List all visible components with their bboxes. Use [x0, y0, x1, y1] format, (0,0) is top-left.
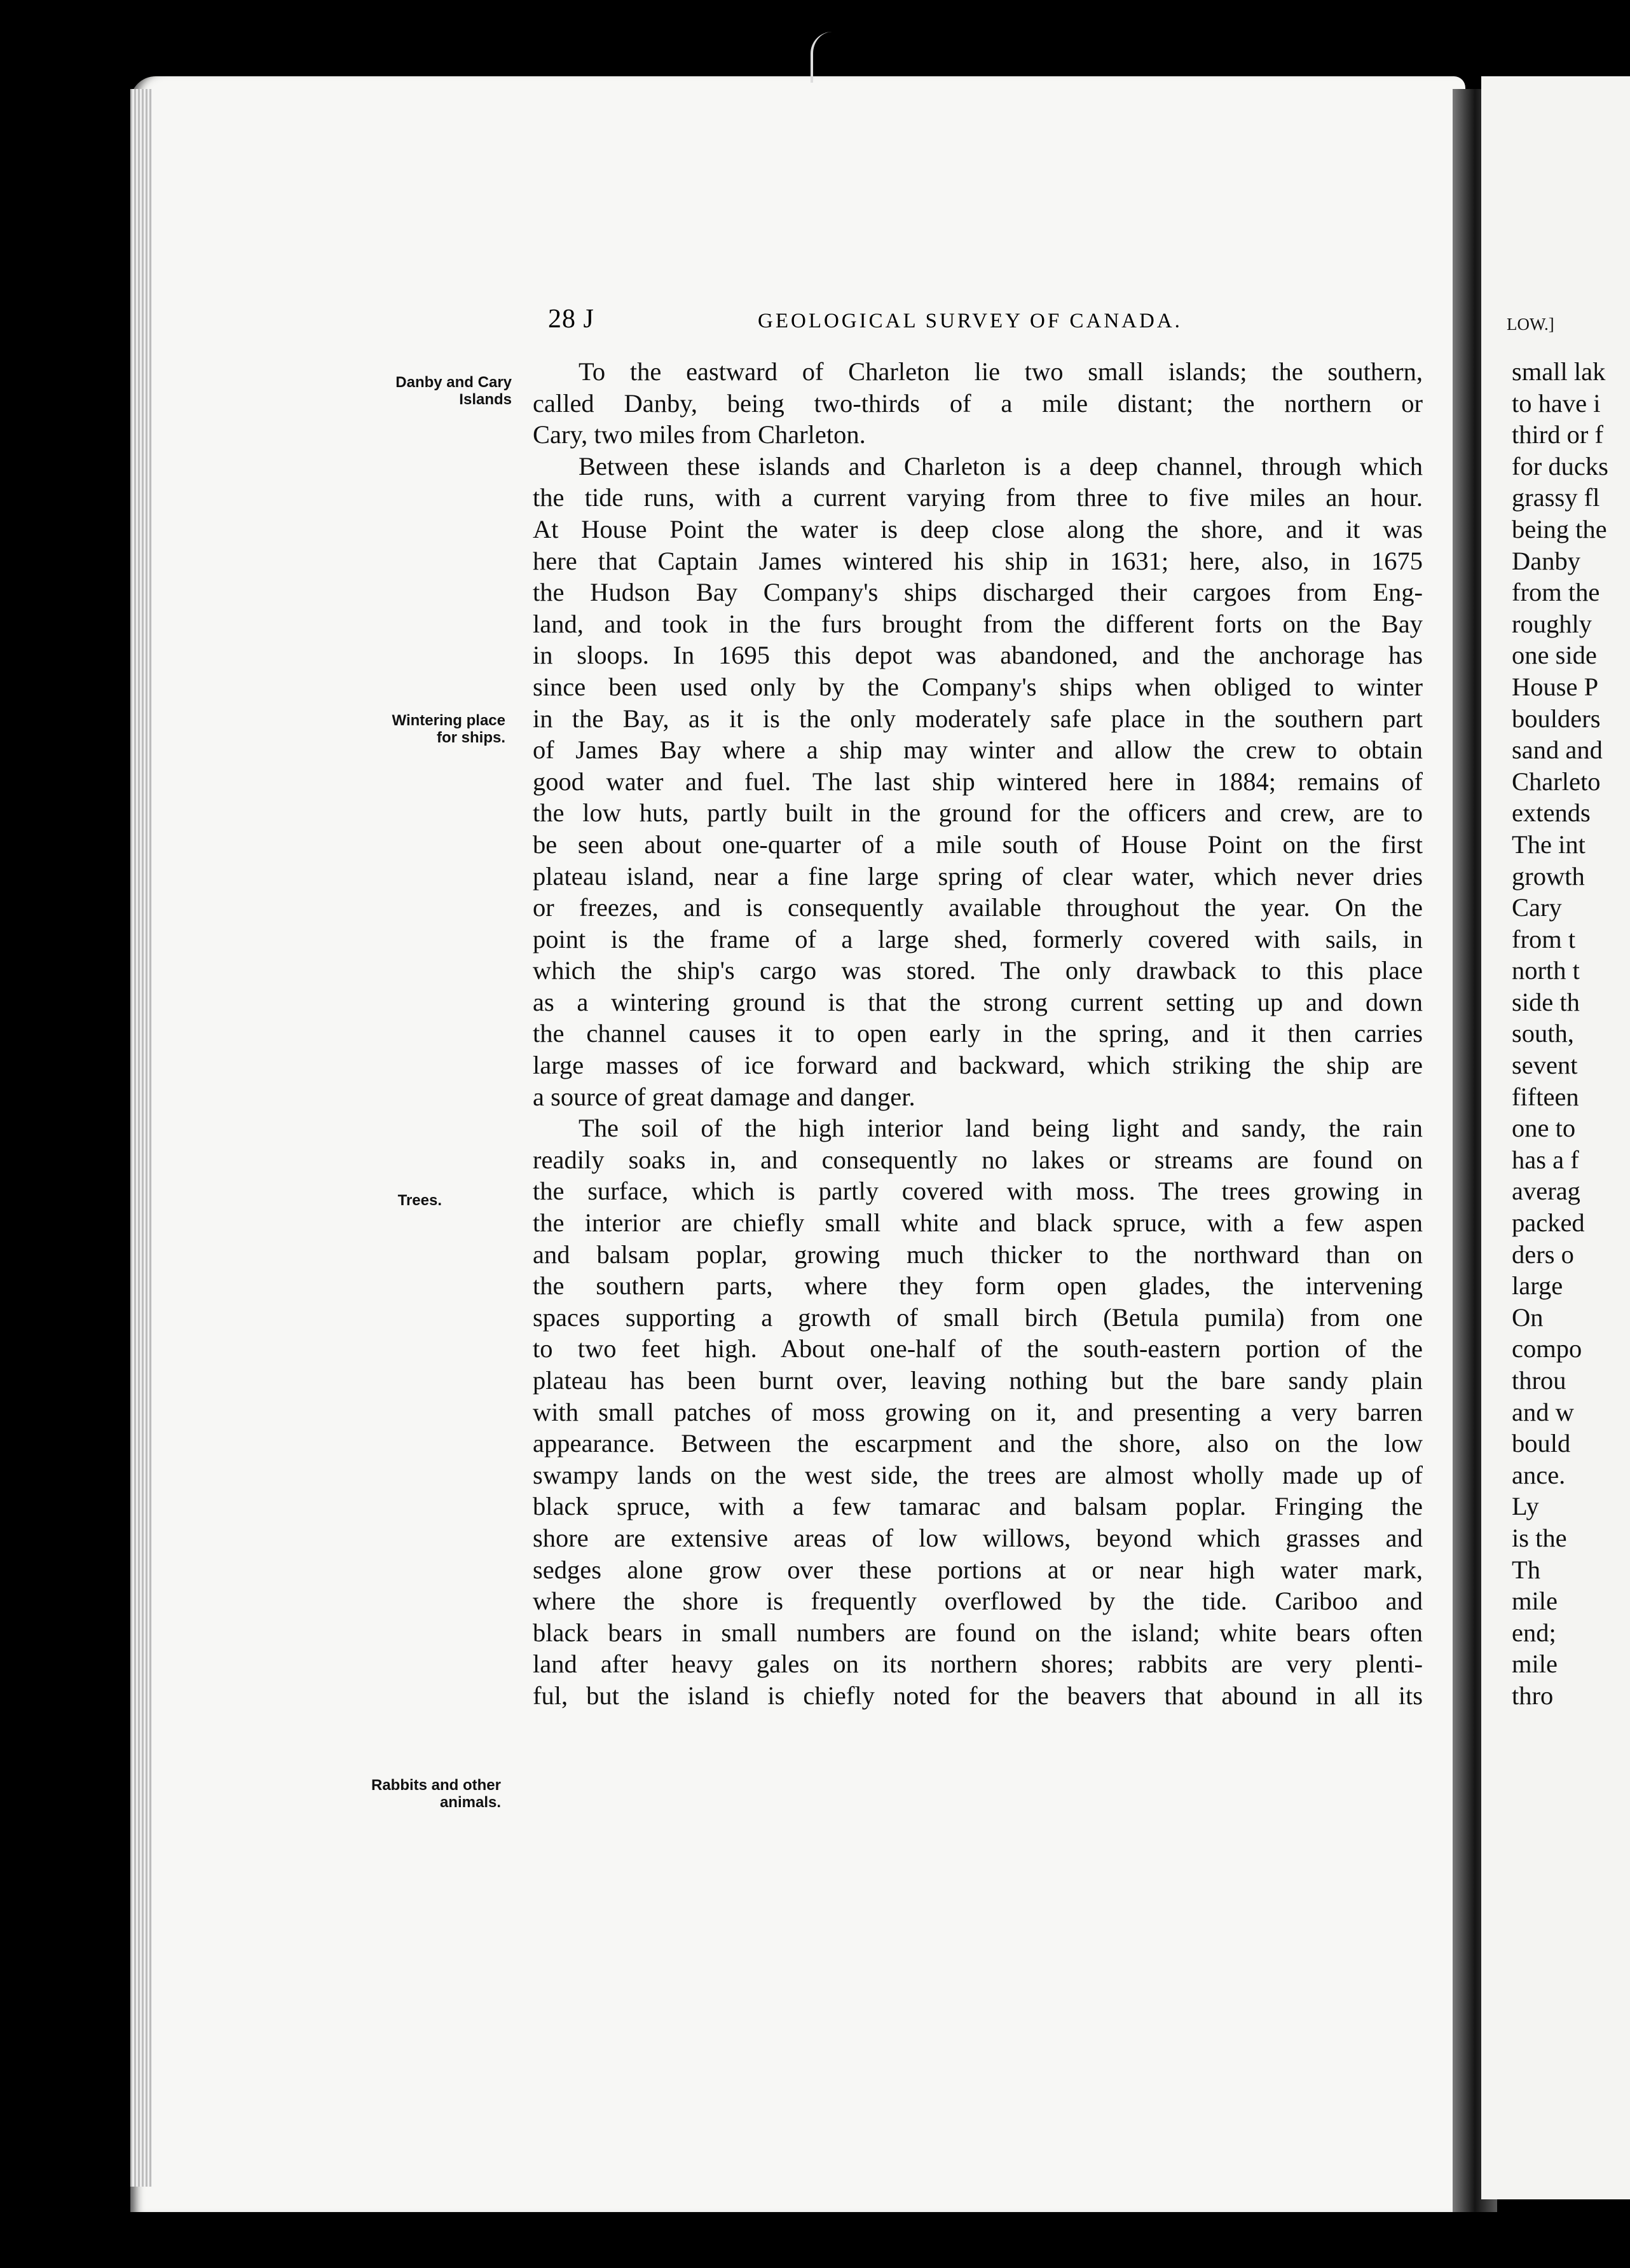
right-text-line: mile	[1512, 1587, 1558, 1616]
right-text-line: packed	[1512, 1208, 1585, 1238]
text-line: black bears in small numbers are found on the island; white bears often	[533, 1618, 1423, 1647]
side-note-trees: Trees.	[397, 1192, 442, 1209]
text-line: to two feet high. About one-half of the south-eastern portion of the	[533, 1334, 1423, 1363]
text-line: with small patches of moss growing on it, and presenting a very barren	[533, 1397, 1423, 1426]
right-text-line: south,	[1512, 1019, 1574, 1048]
text-line: the Hudson Bay Company's ships discharged their cargoes from Eng-	[533, 578, 1423, 607]
text-line: land after heavy gales on its northern shores; rabbits are very plenti-	[533, 1650, 1423, 1679]
page-edge-stack	[130, 89, 152, 2187]
page-folio: 28 J	[548, 304, 594, 334]
right-text-line: end;	[1512, 1618, 1556, 1647]
text-line: Cary, two miles from Charleton.	[533, 420, 866, 449]
scan-mark	[811, 32, 832, 83]
body-text	[533, 356, 1423, 1712]
text-line: and balsam poplar, growing much thicker to the northward than on	[533, 1240, 1423, 1269]
right-text-line: for ducks	[1512, 451, 1608, 481]
text-line: large masses of ice forward and backward, which striking the ship are	[533, 1051, 1423, 1080]
text-line: since been used only by the Company's ships when obliged to winter	[533, 672, 1423, 701]
side-note-danby-cary: Danby and Cary Islands	[395, 374, 512, 408]
text-line: black spruce, with a few tamarac and balsam poplar. Fringing the	[533, 1492, 1423, 1521]
right-running-head: LOW.]	[1507, 315, 1554, 334]
right-text-line: Danby	[1512, 546, 1580, 575]
right-text-line: Th	[1512, 1555, 1540, 1584]
text-line: the interior are chiefly small white and black spruce, with a few aspen	[533, 1208, 1423, 1238]
right-text-line: boulders	[1512, 704, 1601, 733]
text-line: or freezes, and is consequently available throughout the year. On the	[533, 893, 1423, 922]
right-text-line: sand and	[1512, 735, 1603, 765]
text-line: ful, but the island is chiefly noted for the beavers that abound in all its	[533, 1681, 1423, 1710]
right-text-line: throu	[1512, 1366, 1566, 1395]
right-text-line: Ly	[1512, 1492, 1539, 1521]
text-line: the low huts, partly built in the ground for the officers and crew, are to	[533, 798, 1423, 828]
right-text-line: from the	[1512, 578, 1600, 607]
text-line: To the eastward of Charleton lie two small islands; the southern,	[579, 357, 1423, 386]
right-text-line: grassy fl	[1512, 483, 1600, 512]
text-line: of James Bay where a ship may winter and allow the crew to obtain	[533, 735, 1423, 765]
right-text-line: mile	[1512, 1650, 1558, 1679]
text-line: in the Bay, as it is the only moderately safe place in the southern part	[533, 704, 1423, 733]
text-line: a source of great damage and danger.	[533, 1082, 915, 1111]
text-line: point is the frame of a large shed, formerly covered with sails, in	[533, 924, 1423, 953]
right-text-line: one side	[1512, 641, 1597, 670]
right-text-line: compo	[1512, 1334, 1582, 1363]
right-text-line: ance.	[1512, 1460, 1566, 1489]
text-line: here that Captain James wintered his ship in 1631; here, also, in 1675	[533, 546, 1423, 575]
right-text-line: third or f	[1512, 420, 1603, 449]
text-line: plateau has been burnt over, leaving nothing but the bare sandy plain	[533, 1366, 1423, 1395]
right-text-line: On	[1512, 1302, 1544, 1332]
text-line: the channel causes it to open early in the spring, and it then carries	[533, 1019, 1423, 1048]
right-text-line: extends	[1512, 798, 1591, 828]
text-line: in sloops. In 1695 this depot was abandoned, and the anchorage has	[533, 641, 1423, 670]
right-text-line: is the	[1512, 1523, 1567, 1552]
right-text-line: growth	[1512, 861, 1585, 891]
text-line: which the ship's cargo was stored. The only drawback to this place	[533, 956, 1423, 985]
right-text-line: The int	[1512, 830, 1585, 859]
text-line: sedges alone grow over these portions at or near high water mark,	[533, 1555, 1423, 1584]
text-line: appearance. Between the escarpment and the shore, also on the low	[533, 1429, 1423, 1458]
right-text-line: being the	[1512, 514, 1607, 543]
right-text-line: large	[1512, 1271, 1563, 1301]
text-line: good water and fuel. The last ship wintered here in 1884; remains of	[533, 767, 1423, 796]
text-line: the surface, which is partly covered with moss. The trees growing in	[533, 1177, 1423, 1206]
right-text-line: north t	[1512, 956, 1580, 985]
side-note-wintering: Wintering place for ships.	[392, 712, 505, 746]
text-line: the southern parts, where they form open glades, the intervening	[533, 1271, 1423, 1301]
text-line: Between these islands and Charleton is a deep channel, through which	[579, 451, 1423, 481]
running-head-title: GEOLOGICAL SURVEY OF CANADA.	[758, 310, 1182, 332]
text-line: plateau island, near a fine large spring of clear water, which never dries	[533, 861, 1423, 891]
text-line: the tide runs, with a current varying from three to five miles an hour.	[533, 483, 1423, 512]
right-text-line: ders o	[1512, 1240, 1574, 1269]
right-text-line: roughly	[1512, 609, 1592, 638]
right-page-text	[1512, 356, 1630, 1712]
right-text-line: small lak	[1512, 357, 1606, 386]
text-line: shore are extensive areas of low willows, beyond which grasses and	[533, 1523, 1423, 1552]
running-head	[548, 304, 1285, 334]
text-line: The soil of the high interior land being light and sandy, the rain	[579, 1114, 1423, 1143]
text-line: where the shore is frequently overflowed by the tide. Cariboo and	[533, 1587, 1423, 1616]
right-text-line: bould	[1512, 1429, 1571, 1458]
right-text-line: Cary	[1512, 893, 1562, 922]
right-text-line: thro	[1512, 1681, 1554, 1710]
text-line: swampy lands on the west side, the trees are almost wholly made up of	[533, 1460, 1423, 1489]
text-line: At House Point the water is deep close along the shore, and it was	[533, 514, 1423, 543]
right-text-line: sevent	[1512, 1051, 1578, 1080]
right-text-line: to have i	[1512, 388, 1601, 418]
text-line: land, and took in the furs brought from the different forts on the Bay	[533, 609, 1423, 638]
right-text-line: side th	[1512, 987, 1580, 1016]
right-text-line: averag	[1512, 1177, 1580, 1206]
right-text-line: from t	[1512, 924, 1576, 953]
right-text-line: has a f	[1512, 1145, 1579, 1174]
text-line: as a wintering ground is that the strong current setting up and down	[533, 987, 1423, 1016]
text-line: readily soaks in, and consequently no lakes or streams are found on	[533, 1145, 1423, 1174]
right-text-line: one to	[1512, 1114, 1576, 1143]
text-line: called Danby, being two-thirds of a mile distant; the northern or	[533, 388, 1423, 418]
text-line: be seen about one-quarter of a mile south of House Point on the first	[533, 830, 1423, 859]
text-line: spaces supporting a growth of small birch (Betula pumila) from one	[533, 1302, 1423, 1332]
right-text-line: and w	[1512, 1397, 1574, 1426]
right-text-line: Charleto	[1512, 767, 1601, 796]
right-text-line: House P	[1512, 672, 1599, 701]
side-note-rabbits: Rabbits and other animals.	[371, 1777, 501, 1811]
right-text-line: fifteen	[1512, 1082, 1579, 1111]
